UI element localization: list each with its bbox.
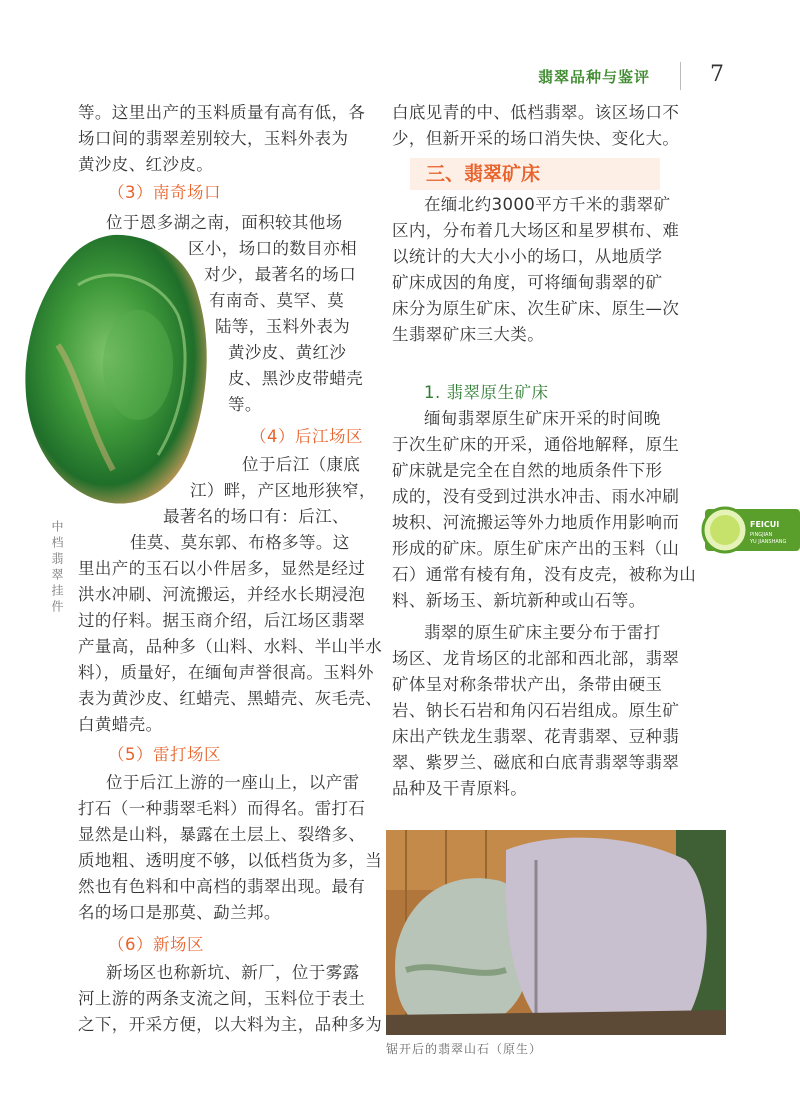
edge-logo-tab xyxy=(695,505,800,555)
paragraph-line: 最著名的场口有：后江、 xyxy=(163,507,349,526)
paragraph-line: 黄沙皮、黄红沙 xyxy=(228,343,347,362)
right-p2: 缅甸翡翠原生矿床开采的时间晚 于次生矿床的开采，通俗地解释，原生 矿床就是完全在自然的地质条件下形 成的，没有受到过洪水冲击、雨水冲刷 坡积、河流搬运等外力地质作用影响而 形成的矿床。原生矿床产出的玉料（山 石）通常有棱有角，没有皮壳，被称为山 料、新场玉、新坑新种或山石等。 xyxy=(392,409,697,610)
paragraph-line: 位于后江（康底 xyxy=(242,455,361,474)
svg-text:FEICUI: FEICUI xyxy=(750,520,780,529)
paragraph-line: 位于恩多湖之南，面积较其他场 xyxy=(106,213,343,232)
jade-pendant-image xyxy=(18,225,218,515)
paragraph-line: 有南奇、莫罕、莫 xyxy=(209,291,345,310)
subheading-3: （3）南奇场口 xyxy=(108,183,221,202)
s6-body: 新场区也称新坑、新厂，位于雾露 河上游的两条支流之间，玉料位于表土 之下，开采方便，以大料为主，品种多为 xyxy=(78,963,383,1034)
subheading-6: （6）新场区 xyxy=(108,935,204,954)
page-header xyxy=(490,62,800,92)
subheading-primary-deposit: 1. 翡翠原生矿床 xyxy=(424,383,549,402)
s5-body: 位于后江上游的一座山上，以产雷 打石（一种翡翠毛料）而得名。雷打石 显然是山料，暴露在土层上、裂绺多、 质地粗、透明度不够，以低档货为多，当 然也有色料和中高档的翡翠出现。最有 名的场口是那莫、勐兰邦。 xyxy=(78,773,383,922)
svg-text:PINGJIAN: PINGJIAN xyxy=(750,532,773,538)
paragraph-line: 区小，场口的数目亦相 xyxy=(188,239,357,258)
svg-text:YU JIANSHANG: YU JIANSHANG xyxy=(750,539,787,545)
subheading-5: （5）雷打场区 xyxy=(108,745,221,764)
section-title: 三、翡翠矿床 xyxy=(410,158,660,190)
jade-rock-photo xyxy=(386,830,726,1035)
right-p3: 翡翠的原生矿床主要分布于雷打 场区、龙肯场区的北部和西北部，翡翠 矿体呈对称条带状产出，条带由硬玉 岩、钠长石岩和角闪石岩组成。原生矿 床出产铁龙生翡翠、花青翡翠、豆种翡 翠、紫罗兰、磁底和白底青翡翠等翡翠 品种及干青原料。 xyxy=(392,623,680,798)
right-intro: 白底见青的中、低档翡翠。该区场口不 少，但新开采的场口消失快、变化大。 xyxy=(392,103,680,148)
photo-caption: 锯开后的翡翠山石（原生） xyxy=(386,1042,543,1056)
page-number: 7 xyxy=(710,62,724,87)
paragraph-line: 对少，最著名的场口 xyxy=(204,265,357,284)
s4-body: 里出产的玉石以小件居多，显然是经过 洪水冲刷、河流搬运，并经水长期浸泡 过的仔料。据玉商介绍，后江场区翡翠 产量高，品种多（山料、水料、半山半水 料），质量好，在缅甸声誉很高。玉料外 表为黄沙皮、红蜡壳、黑蜡壳、灰毛壳、 白黄蜡壳。 xyxy=(78,559,383,734)
left-intro: 等。这里出产的玉料质量有高有低，各 场口间的翡翠差别较大，玉料外表为 黄沙皮、红沙皮。 xyxy=(78,103,366,174)
side-caption: 中档翡翠挂件 xyxy=(50,520,64,616)
paragraph-line: 陆等，玉料外表为 xyxy=(215,317,351,336)
header-divider xyxy=(680,62,681,90)
paragraph-line: 皮、黑沙皮带蜡壳 xyxy=(228,369,364,388)
subheading-4: （4）后江场区 xyxy=(250,427,363,446)
paragraph-line: 佳莫、莫东郭、布格多等。这 xyxy=(130,533,350,552)
running-title: 翡翠品种与鉴评 xyxy=(538,68,651,86)
paragraph-line: 江）畔，产区地形狭窄， xyxy=(190,481,376,500)
paragraph-line: 等。 xyxy=(228,395,262,414)
right-p1: 在缅北约3000平方千米的翡翠矿 区内，分布着几大场区和星罗棋布、难 以统计的大大小小的场口，从地质学 矿床成因的角度，可将缅甸翡翠的矿 床分为原生矿床、次生矿床、原生—次 生翡翠矿床三大类。 xyxy=(392,195,680,344)
